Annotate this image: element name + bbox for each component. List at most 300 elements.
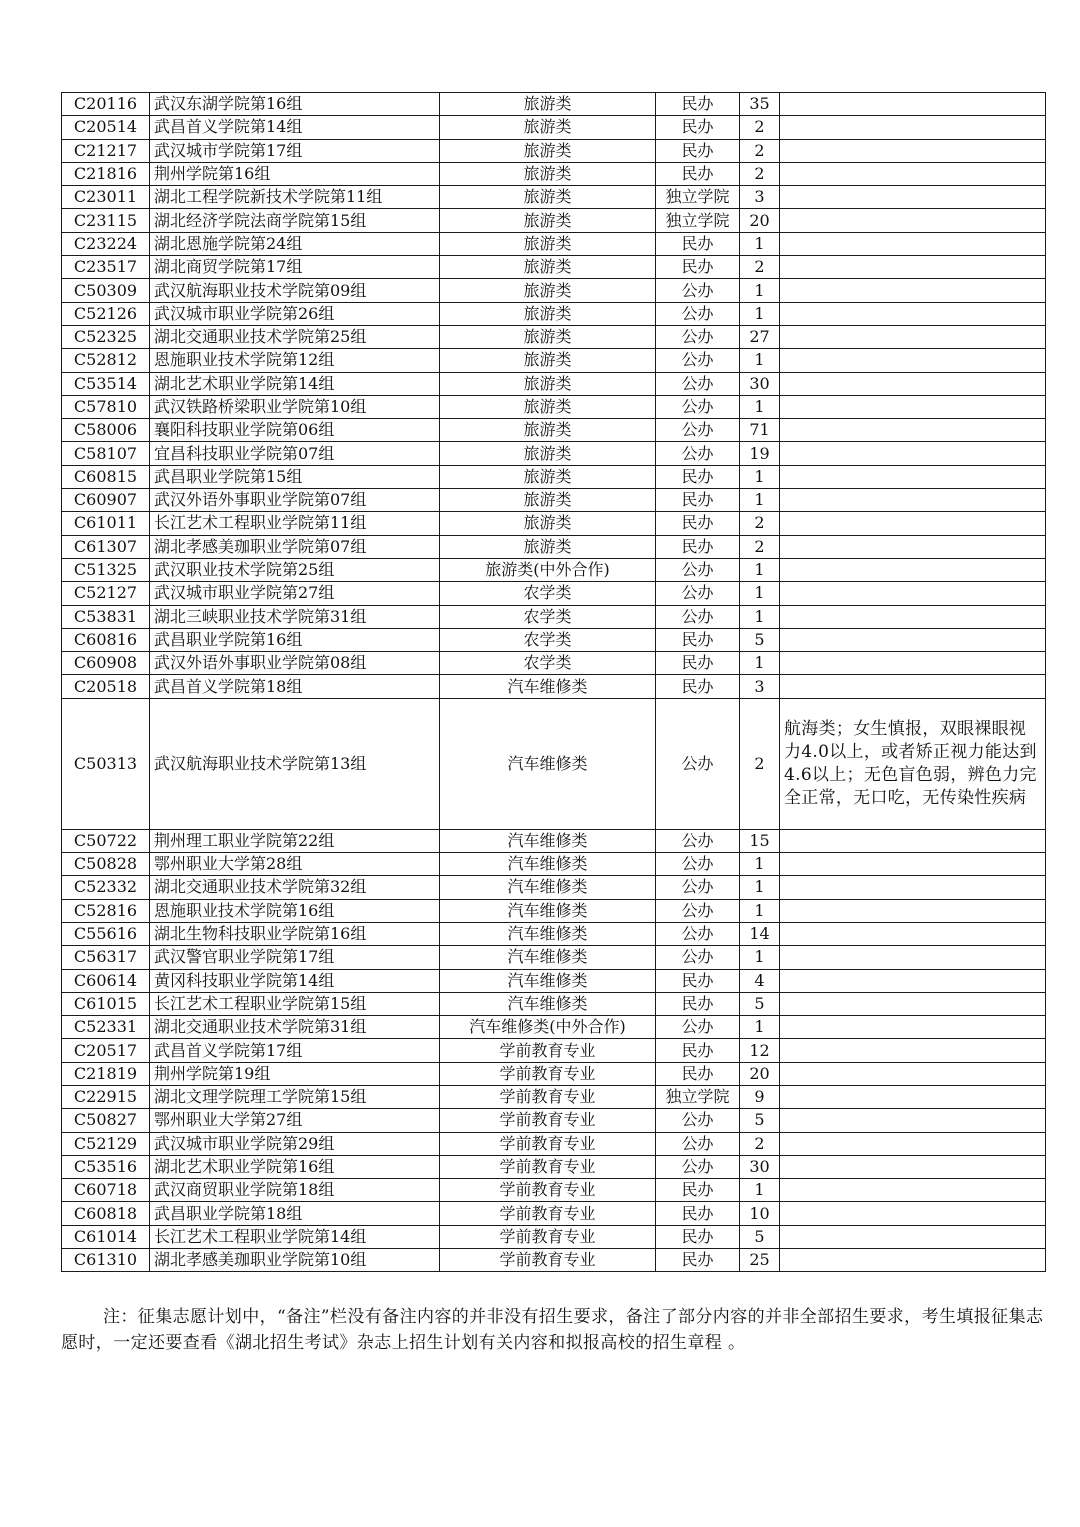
cell-count: 1: [740, 349, 780, 372]
cell-major: 旅游类: [440, 465, 656, 488]
cell-remark: [780, 628, 1046, 651]
cell-code: C60818: [62, 1202, 150, 1225]
cell-school: 武昌首义学院第18组: [150, 675, 440, 698]
cell-type: 公办: [656, 899, 740, 922]
cell-count: 1: [740, 489, 780, 512]
cell-count: 30: [740, 372, 780, 395]
cell-major: 旅游类: [440, 256, 656, 279]
cell-school: 武汉城市学院第17组: [150, 139, 440, 162]
cell-code: C60718: [62, 1179, 150, 1202]
cell-major: 学前教育专业: [440, 1039, 656, 1062]
table-row: [62, 419, 1046, 442]
cell-type: 公办: [656, 279, 740, 302]
table-row: [62, 442, 1046, 465]
cell-type: 公办: [656, 1132, 740, 1155]
table-row: [62, 1109, 1046, 1132]
cell-remark: [780, 465, 1046, 488]
table-row: [62, 1179, 1046, 1202]
table-row: [62, 1132, 1046, 1155]
cell-code: C23011: [62, 186, 150, 209]
table-row: [62, 1249, 1046, 1272]
cell-count: 1: [740, 876, 780, 899]
table-row: [62, 232, 1046, 255]
cell-count: 2: [740, 162, 780, 185]
cell-school: 武昌职业学院第16组: [150, 628, 440, 651]
cell-remark: [780, 853, 1046, 876]
cell-type: 公办: [656, 302, 740, 325]
cell-type: 独立学院: [656, 209, 740, 232]
cell-type: 民办: [656, 628, 740, 651]
cell-code: C52126: [62, 302, 150, 325]
cell-school: 荆州学院第19组: [150, 1062, 440, 1085]
cell-remark: [780, 139, 1046, 162]
cell-major: 汽车维修类: [440, 922, 656, 945]
cell-count: 2: [740, 256, 780, 279]
cell-code: C21816: [62, 162, 150, 185]
cell-type: 公办: [656, 1016, 740, 1039]
cell-code: C60907: [62, 489, 150, 512]
table-row: [62, 675, 1046, 698]
cell-school: 武汉城市职业学院第27组: [150, 582, 440, 605]
cell-major: 汽车维修类(中外合作): [440, 1016, 656, 1039]
cell-remark: [780, 535, 1046, 558]
cell-remark: [780, 1155, 1046, 1178]
cell-type: 民办: [656, 465, 740, 488]
cell-major: 农学类: [440, 605, 656, 628]
cell-major: 旅游类: [440, 279, 656, 302]
cell-school: 湖北交通职业技术学院第31组: [150, 1016, 440, 1039]
cell-type: 民办: [656, 232, 740, 255]
cell-count: 9: [740, 1085, 780, 1108]
cell-code: C21217: [62, 139, 150, 162]
cell-school: 武汉东湖学院第16组: [150, 93, 440, 116]
cell-school: 武昌职业学院第15组: [150, 465, 440, 488]
cell-code: C53514: [62, 372, 150, 395]
cell-type: 公办: [656, 1155, 740, 1178]
cell-major: 旅游类: [440, 232, 656, 255]
cell-count: 20: [740, 1062, 780, 1085]
cell-count: 2: [740, 535, 780, 558]
cell-count: 1: [740, 558, 780, 581]
table-row: [62, 829, 1046, 852]
cell-major: 旅游类: [440, 512, 656, 535]
cell-type: 民办: [656, 93, 740, 116]
cell-school: 恩施职业技术学院第16组: [150, 899, 440, 922]
cell-remark: [780, 256, 1046, 279]
table-row: [62, 969, 1046, 992]
table-row: [62, 1039, 1046, 1062]
table-row: [62, 652, 1046, 675]
cell-code: C55616: [62, 922, 150, 945]
cell-count: 2: [740, 512, 780, 535]
cell-type: 民办: [656, 1249, 740, 1272]
cell-school: 武昌首义学院第17组: [150, 1039, 440, 1062]
cell-school: 湖北商贸学院第17组: [150, 256, 440, 279]
cell-school: 武汉商贸职业学院第18组: [150, 1179, 440, 1202]
cell-remark: [780, 372, 1046, 395]
cell-type: 民办: [656, 489, 740, 512]
cell-major: 旅游类: [440, 93, 656, 116]
cell-school: 黄冈科技职业学院第14组: [150, 969, 440, 992]
cell-school: 武汉城市职业学院第26组: [150, 302, 440, 325]
cell-type: 公办: [656, 922, 740, 945]
table-row: [62, 512, 1046, 535]
cell-count: 1: [740, 1016, 780, 1039]
cell-remark: [780, 675, 1046, 698]
cell-type: 公办: [656, 698, 740, 829]
cell-count: 1: [740, 946, 780, 969]
cell-code: C50309: [62, 279, 150, 302]
cell-remark: [780, 558, 1046, 581]
cell-count: 1: [740, 279, 780, 302]
cell-code: C53516: [62, 1155, 150, 1178]
cell-remark: [780, 992, 1046, 1015]
cell-remark: [780, 1132, 1046, 1155]
footnote: 注：征集志愿计划中，“备注”栏没有备注内容的并非没有招生要求，备注了部分内容的并非全部招生要求，考生填报征集志愿时，一定还要查看《湖北招生考试》杂志上招生计划有关内容和拟报高校的招生章程 。: [61, 1307, 1044, 1353]
cell-major: 汽车维修类: [440, 946, 656, 969]
cell-remark: [780, 1062, 1046, 1085]
cell-type: 民办: [656, 1179, 740, 1202]
table-row: [62, 605, 1046, 628]
cell-code: C20518: [62, 675, 150, 698]
cell-major: 旅游类: [440, 325, 656, 348]
cell-major: 学前教育专业: [440, 1179, 656, 1202]
cell-remark: [780, 1202, 1046, 1225]
cell-remark: [780, 1085, 1046, 1108]
cell-major: 学前教育专业: [440, 1132, 656, 1155]
cell-major: 旅游类: [440, 349, 656, 372]
cell-code: C60815: [62, 465, 150, 488]
cell-code: C58107: [62, 442, 150, 465]
cell-remark: [780, 302, 1046, 325]
cell-type: 公办: [656, 372, 740, 395]
cell-remark: [780, 116, 1046, 139]
cell-count: 5: [740, 628, 780, 651]
cell-school: 湖北交通职业技术学院第25组: [150, 325, 440, 348]
cell-school: 武汉航海职业技术学院第13组: [150, 698, 440, 829]
cell-school: 武汉职业技术学院第25组: [150, 558, 440, 581]
table-row: [62, 1155, 1046, 1178]
cell-code: C60816: [62, 628, 150, 651]
cell-code: C61307: [62, 535, 150, 558]
cell-major: 旅游类: [440, 489, 656, 512]
cell-remark: [780, 1249, 1046, 1272]
cell-remark: [780, 512, 1046, 535]
cell-type: 公办: [656, 395, 740, 418]
cell-type: 民办: [656, 1062, 740, 1085]
cell-school: 湖北三峡职业技术学院第31组: [150, 605, 440, 628]
cell-code: C20116: [62, 93, 150, 116]
cell-type: 公办: [656, 1109, 740, 1132]
cell-school: 武汉航海职业技术学院第09组: [150, 279, 440, 302]
cell-major: 旅游类: [440, 139, 656, 162]
cell-type: 民办: [656, 116, 740, 139]
table-row: [62, 349, 1046, 372]
cell-school: 湖北生物科技职业学院第16组: [150, 922, 440, 945]
cell-type: 公办: [656, 829, 740, 852]
table-row: [62, 1062, 1046, 1085]
table-row: [62, 93, 1046, 116]
cell-code: C60614: [62, 969, 150, 992]
cell-count: 1: [740, 652, 780, 675]
cell-school: 湖北艺术职业学院第16组: [150, 1155, 440, 1178]
cell-code: C50827: [62, 1109, 150, 1132]
cell-school: 湖北艺术职业学院第14组: [150, 372, 440, 395]
cell-remark: [780, 652, 1046, 675]
table-row: [62, 1085, 1046, 1108]
table-row: [62, 922, 1046, 945]
cell-count: 1: [740, 465, 780, 488]
cell-school: 湖北孝感美珈职业学院第07组: [150, 535, 440, 558]
cell-code: C22915: [62, 1085, 150, 1108]
cell-remark: [780, 1225, 1046, 1248]
cell-type: 民办: [656, 992, 740, 1015]
cell-code: C21819: [62, 1062, 150, 1085]
cell-major: 农学类: [440, 628, 656, 651]
cell-major: 旅游类: [440, 302, 656, 325]
cell-major: 汽车维修类: [440, 992, 656, 1015]
cell-major: 旅游类: [440, 186, 656, 209]
cell-major: 学前教育专业: [440, 1109, 656, 1132]
cell-school: 武汉外语外事职业学院第07组: [150, 489, 440, 512]
cell-count: 4: [740, 969, 780, 992]
plan-table: [61, 92, 1046, 1272]
cell-count: 20: [740, 209, 780, 232]
cell-count: 5: [740, 992, 780, 1015]
cell-type: 民办: [656, 969, 740, 992]
cell-school: 武昌首义学院第14组: [150, 116, 440, 139]
cell-type: 民办: [656, 535, 740, 558]
cell-type: 民办: [656, 1202, 740, 1225]
table-row: [62, 489, 1046, 512]
cell-remark: [780, 829, 1046, 852]
cell-remark: [780, 582, 1046, 605]
cell-remark: [780, 442, 1046, 465]
cell-school: 鄂州职业大学第28组: [150, 853, 440, 876]
cell-count: 10: [740, 1202, 780, 1225]
cell-school: 武汉外语外事职业学院第08组: [150, 652, 440, 675]
cell-remark: [780, 349, 1046, 372]
cell-code: C52129: [62, 1132, 150, 1155]
cell-major: 旅游类: [440, 395, 656, 418]
cell-remark: [780, 1016, 1046, 1039]
cell-school: 恩施职业技术学院第12组: [150, 349, 440, 372]
cell-count: 2: [740, 139, 780, 162]
cell-school: 湖北工程学院新技术学院第11组: [150, 186, 440, 209]
cell-type: 民办: [656, 675, 740, 698]
cell-school: 荆州理工职业学院第22组: [150, 829, 440, 852]
cell-school: 长江艺术工程职业学院第14组: [150, 1225, 440, 1248]
cell-type: 民办: [656, 162, 740, 185]
table-row: [62, 992, 1046, 1015]
cell-major: 汽车维修类: [440, 829, 656, 852]
table-row: [62, 372, 1046, 395]
cell-school: 湖北文理学院理工学院第15组: [150, 1085, 440, 1108]
cell-school: 湖北交通职业技术学院第32组: [150, 876, 440, 899]
cell-count: 35: [740, 93, 780, 116]
cell-remark: 航海类；女生慎报，双眼裸眼视力4.0以上，或者矫正视力能达到4.6以上；无色盲色弱，辨色力完全正常，无口吃，无传染性疾病: [780, 698, 1046, 829]
table-row: [62, 698, 1046, 829]
table-row: [62, 853, 1046, 876]
cell-count: 5: [740, 1109, 780, 1132]
cell-count: 14: [740, 922, 780, 945]
cell-count: 27: [740, 325, 780, 348]
cell-major: 旅游类: [440, 442, 656, 465]
table-row: [62, 535, 1046, 558]
cell-code: C23224: [62, 232, 150, 255]
table-row: [62, 139, 1046, 162]
cell-school: 武汉警官职业学院第17组: [150, 946, 440, 969]
cell-count: 19: [740, 442, 780, 465]
plan-table-body: [62, 93, 1046, 1272]
cell-type: 公办: [656, 325, 740, 348]
cell-school: 湖北恩施学院第24组: [150, 232, 440, 255]
cell-major: 旅游类: [440, 419, 656, 442]
cell-count: 2: [740, 116, 780, 139]
cell-major: 汽车维修类: [440, 853, 656, 876]
cell-school: 武昌职业学院第18组: [150, 1202, 440, 1225]
cell-code: C61015: [62, 992, 150, 1015]
table-row: [62, 1202, 1046, 1225]
cell-major: 学前教育专业: [440, 1249, 656, 1272]
table-row: [62, 256, 1046, 279]
table-row: [62, 279, 1046, 302]
cell-remark: [780, 946, 1046, 969]
cell-count: 2: [740, 698, 780, 829]
cell-count: 1: [740, 395, 780, 418]
cell-code: C52127: [62, 582, 150, 605]
cell-type: 公办: [656, 558, 740, 581]
cell-school: 长江艺术工程职业学院第11组: [150, 512, 440, 535]
cell-major: 农学类: [440, 582, 656, 605]
cell-code: C61310: [62, 1249, 150, 1272]
cell-remark: [780, 279, 1046, 302]
table-row: [62, 628, 1046, 651]
table-row: [62, 209, 1046, 232]
cell-code: C52331: [62, 1016, 150, 1039]
cell-major: 学前教育专业: [440, 1225, 656, 1248]
cell-major: 汽车维修类: [440, 969, 656, 992]
table-row: [62, 1016, 1046, 1039]
table-row: [62, 899, 1046, 922]
cell-type: 公办: [656, 442, 740, 465]
cell-type: 民办: [656, 1225, 740, 1248]
cell-count: 3: [740, 186, 780, 209]
cell-major: 汽车维修类: [440, 675, 656, 698]
cell-count: 12: [740, 1039, 780, 1062]
cell-remark: [780, 876, 1046, 899]
cell-remark: [780, 1109, 1046, 1132]
cell-remark: [780, 922, 1046, 945]
cell-count: 71: [740, 419, 780, 442]
cell-code: C52325: [62, 325, 150, 348]
cell-type: 独立学院: [656, 186, 740, 209]
cell-remark: [780, 186, 1046, 209]
cell-type: 民办: [656, 1039, 740, 1062]
cell-remark: [780, 93, 1046, 116]
cell-count: 1: [740, 232, 780, 255]
cell-major: 学前教育专业: [440, 1062, 656, 1085]
cell-school: 武汉城市职业学院第29组: [150, 1132, 440, 1155]
cell-school: 鄂州职业大学第27组: [150, 1109, 440, 1132]
table-row: [62, 302, 1046, 325]
cell-count: 25: [740, 1249, 780, 1272]
cell-count: 30: [740, 1155, 780, 1178]
cell-count: 3: [740, 675, 780, 698]
cell-code: C23517: [62, 256, 150, 279]
cell-remark: [780, 162, 1046, 185]
cell-remark: [780, 1039, 1046, 1062]
cell-school: 湖北经济学院法商学院第15组: [150, 209, 440, 232]
cell-major: 旅游类: [440, 372, 656, 395]
cell-major: 农学类: [440, 652, 656, 675]
plan-table-container: [61, 92, 1045, 1272]
table-row: [62, 116, 1046, 139]
cell-remark: [780, 1179, 1046, 1202]
cell-type: 公办: [656, 605, 740, 628]
cell-remark: [780, 209, 1046, 232]
cell-major: 汽车维修类: [440, 698, 656, 829]
cell-code: C20514: [62, 116, 150, 139]
cell-count: 1: [740, 853, 780, 876]
table-row: [62, 162, 1046, 185]
table-row: [62, 186, 1046, 209]
cell-code: C61011: [62, 512, 150, 535]
cell-code: C52812: [62, 349, 150, 372]
cell-remark: [780, 899, 1046, 922]
cell-major: 学前教育专业: [440, 1202, 656, 1225]
cell-code: C50313: [62, 698, 150, 829]
cell-code: C57810: [62, 395, 150, 418]
cell-type: 独立学院: [656, 1085, 740, 1108]
cell-count: 5: [740, 1225, 780, 1248]
cell-school: 荆州学院第16组: [150, 162, 440, 185]
cell-remark: [780, 605, 1046, 628]
cell-type: 民办: [656, 256, 740, 279]
cell-major: 旅游类: [440, 535, 656, 558]
cell-remark: [780, 489, 1046, 512]
cell-code: C61014: [62, 1225, 150, 1248]
cell-code: C50828: [62, 853, 150, 876]
cell-remark: [780, 395, 1046, 418]
cell-major: 汽车维修类: [440, 876, 656, 899]
cell-school: 湖北孝感美珈职业学院第10组: [150, 1249, 440, 1272]
cell-code: C52816: [62, 899, 150, 922]
table-row: [62, 325, 1046, 348]
table-row: [62, 946, 1046, 969]
cell-major: 旅游类: [440, 116, 656, 139]
cell-remark: [780, 419, 1046, 442]
table-row: [62, 1225, 1046, 1248]
table-row: [62, 876, 1046, 899]
cell-major: 学前教育专业: [440, 1085, 656, 1108]
cell-major: 学前教育专业: [440, 1155, 656, 1178]
cell-remark: [780, 969, 1046, 992]
cell-major: 旅游类: [440, 162, 656, 185]
cell-remark: [780, 232, 1046, 255]
cell-type: 公办: [656, 419, 740, 442]
cell-code: C60908: [62, 652, 150, 675]
cell-type: 民办: [656, 652, 740, 675]
cell-major: 汽车维修类: [440, 899, 656, 922]
cell-remark: [780, 325, 1046, 348]
cell-type: 公办: [656, 946, 740, 969]
table-row: [62, 465, 1046, 488]
cell-school: 武汉铁路桥梁职业学院第10组: [150, 395, 440, 418]
cell-major: 旅游类: [440, 209, 656, 232]
cell-count: 15: [740, 829, 780, 852]
table-row: [62, 582, 1046, 605]
